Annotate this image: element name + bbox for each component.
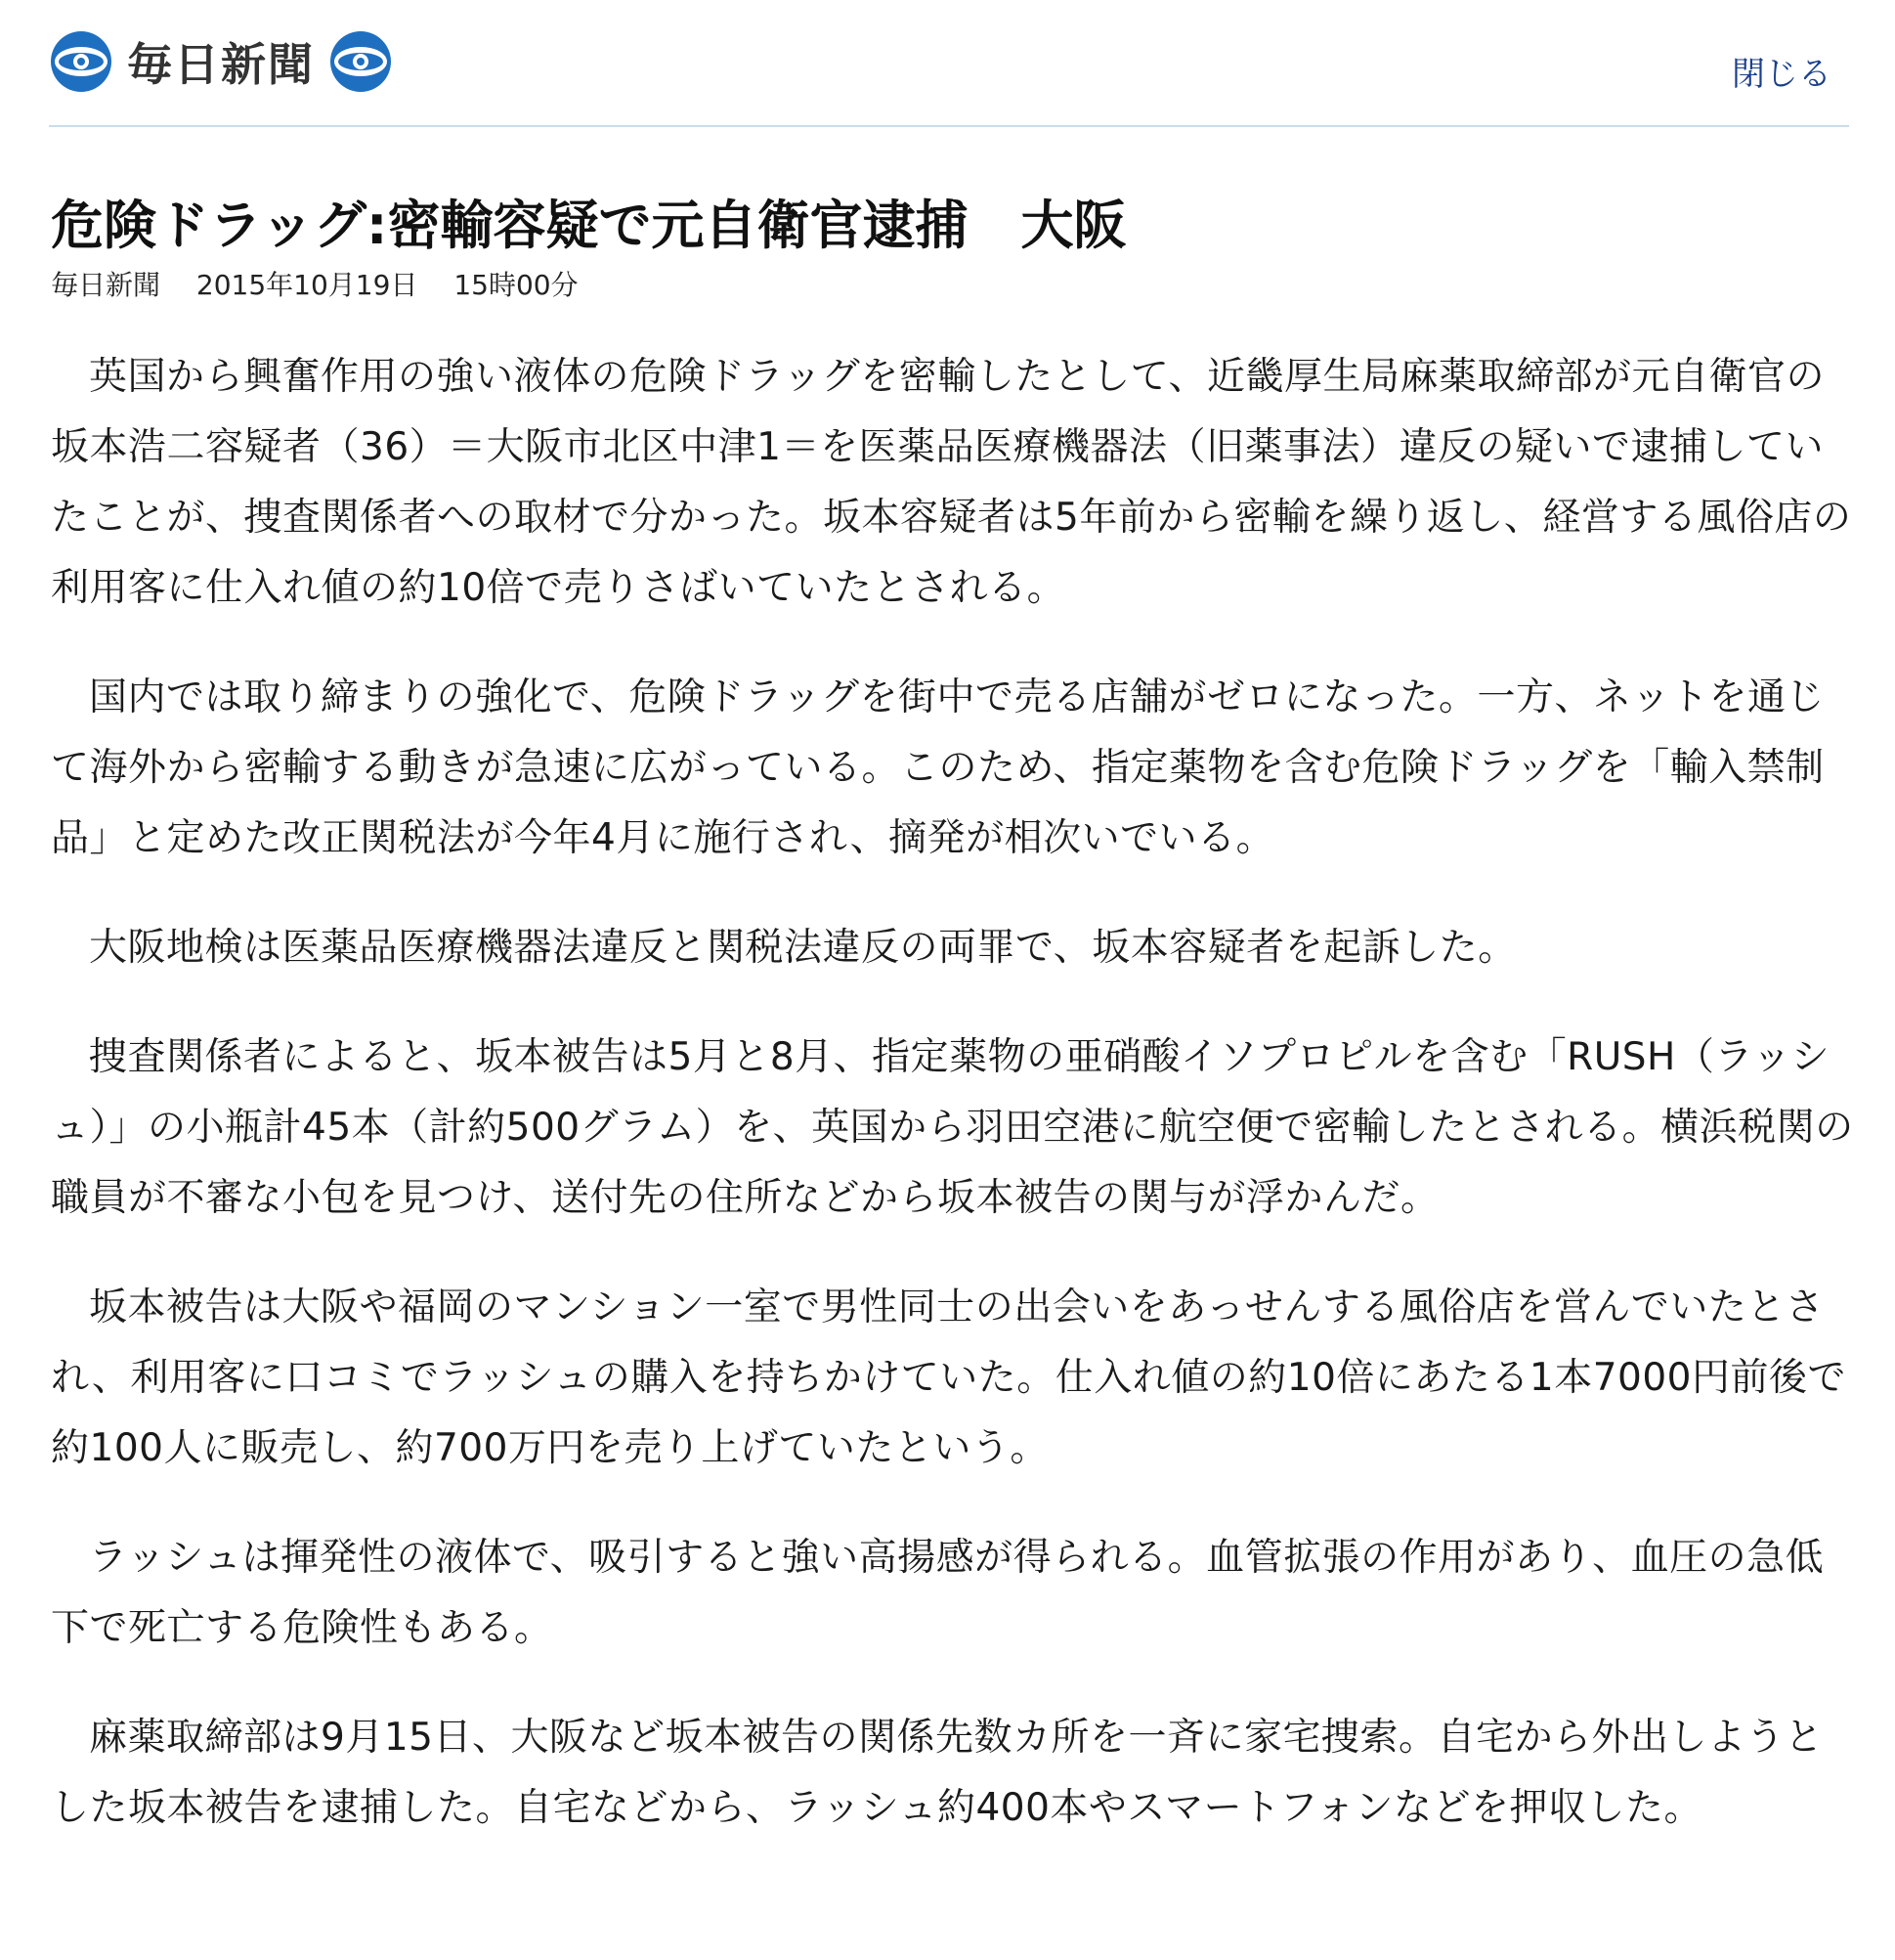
close-link[interactable]: 閉じる (1732, 55, 1831, 94)
mainichi-logo (49, 27, 393, 96)
article-headline: 危険ドラッグ:密輸容疑で元自衛官逮捕 大阪 (51, 195, 1127, 256)
article-paragraph: 坂本被告は大阪や福岡のマンション一室で男性同士の出会いをあっせんする風俗店を営んでいたとされ、利用客に口コミでラッシュの購入を持ちかけていた。仕入れ値の約10倍にあたる1本7000円前後で約100人に販売し、約700万円を売り上げていたという。 (51, 1285, 1846, 1470)
article-paragraph: 麻薬取締部は9月15日、大阪など坂本被告の関係先数カ所を一斉に家宅捜索。自宅から外出しようとした坂本被告を逮捕した。自宅などから、ラッシュ約400本やスマートフォンなどを押収した。 (51, 1716, 1824, 1830)
logo-eye-icon-left (49, 29, 113, 94)
article-paragraph: 英国から興奮作用の強い液体の危険ドラッグを密輸したとして、近畿厚生局麻薬取締部が元自衛官の坂本浩二容疑者（36）＝大阪市北区中津1＝を医薬品医療機器法（旧薬事法）違反の疑いで逮捕していたことが、捜査関係者への取材で分かった。坂本容疑者は5年前から密輸を繰り返し、経営する風俗店の利用客に仕入れ値の約10倍で売りさばいていたとされる。 (51, 355, 1852, 610)
site-header (49, 27, 1849, 127)
logo-eye-icon-right (328, 29, 393, 94)
article-source: 毎日新聞 (51, 269, 161, 301)
article-body (51, 342, 1857, 1844)
article-paragraph: 大阪地検は医薬品医療機器法違反と関税法違反の両罪で、坂本容疑者を起訴した。 (89, 926, 1517, 970)
article-date: 2015年10月19日 (195, 269, 418, 301)
article-byline (51, 266, 1857, 305)
article-paragraph: ラッシュは揮発性の液体で、吸引すると強い高揚感が得られる。血管拡張の作用があり、血圧の急低下で死亡する危険性もある。 (51, 1536, 1825, 1650)
logo-text: 毎日新聞 (127, 38, 315, 91)
article-paragraph: 国内では取り締まりの強化で、危険ドラッグを街中で売る店舗がゼロになった。一方、ネットを通じて海外から密輸する動きが急速に広がっている。このため、指定薬物を含む危険ドラッグを「輸入禁制品」と定めた改正関税法が今年4月に施行され、摘発が相次いでいる。 (51, 675, 1825, 860)
article-paragraph: 捜査関係者によると、坂本被告は5月と8月、指定薬物の亜硝酸イソプロピルを含む「RUSH（ラッシュ）」の小瓶計45本（計約500グラム）を、英国から羽田空港に航空便で密輸したとされる。横浜税関の職員が不審な小包を見つけ、送付先の住所などから坂本被告の関与が浮かんだ。 (51, 1035, 1854, 1220)
article (51, 192, 1857, 1883)
article-time: 15時00分 (453, 269, 579, 301)
